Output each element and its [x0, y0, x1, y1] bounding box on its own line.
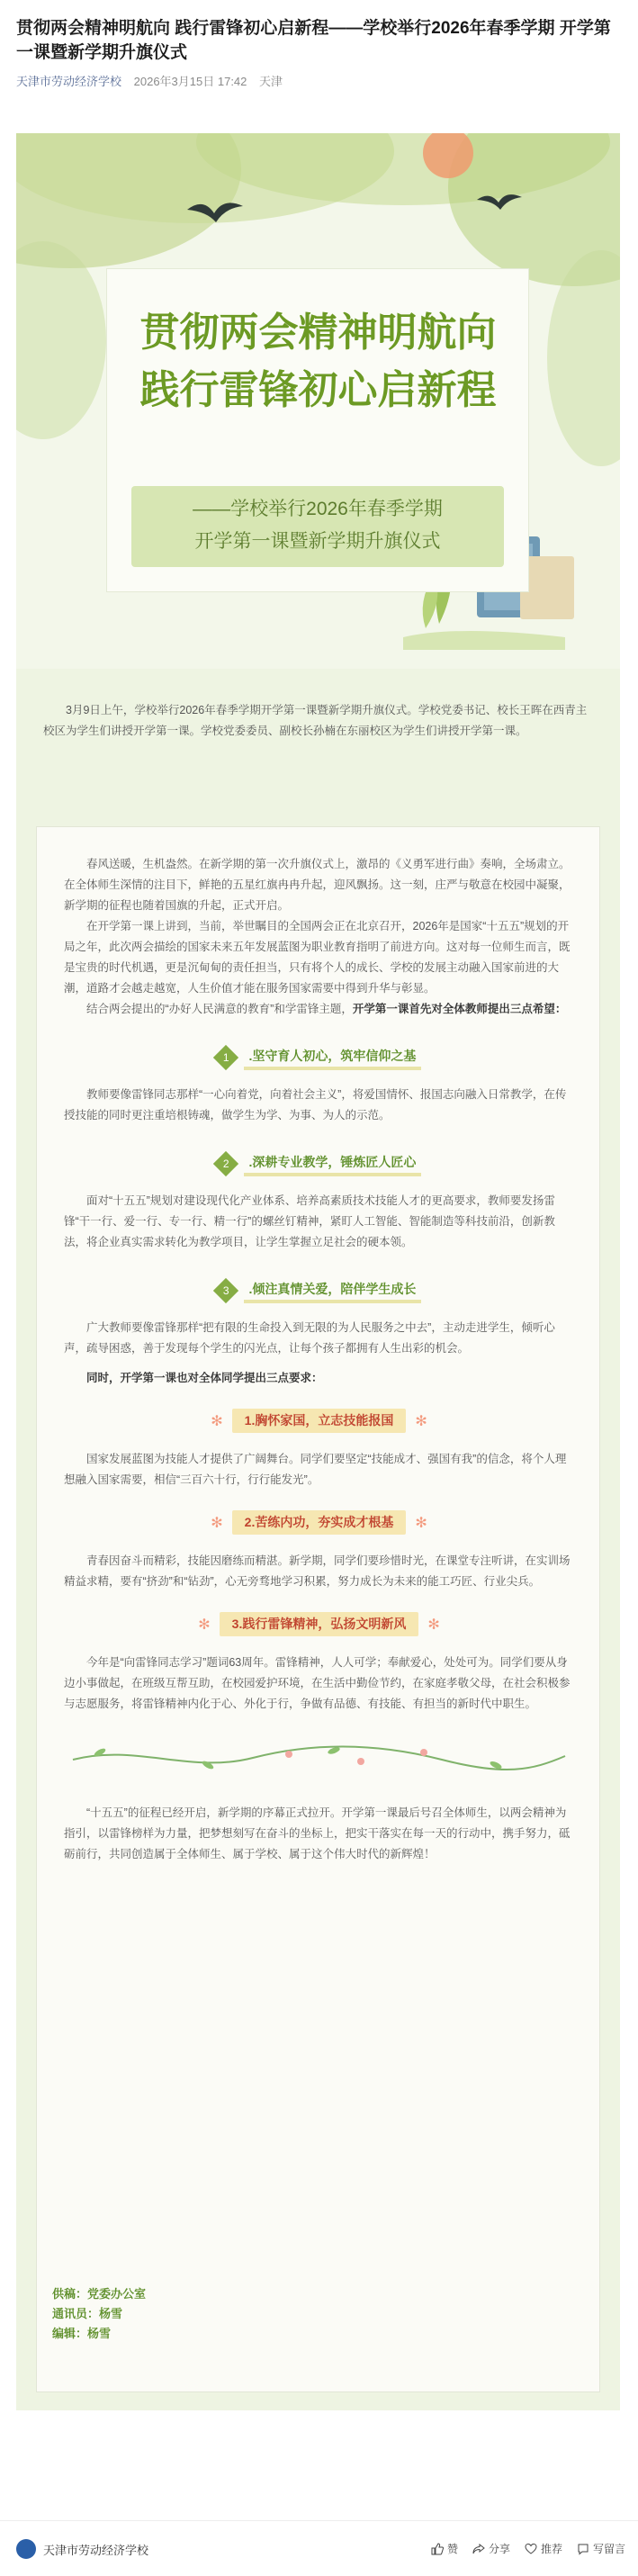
student-point-1-heading: [64, 1409, 574, 1433]
bottom-account[interactable]: [16, 2539, 148, 2559]
paragraph-teacher-hopes: [64, 999, 574, 1020]
student-point-2-text: 青春因奋斗而精彩，技能因磨练而精湛。新学期，同学们要珍惜时光，在课堂专注听讲，在实训场精益求精，要有“挤劲”和“钻劲”，心无旁骛地学习积累，努力成长为未来的能工巧匠、行业尖兵。: [64, 1554, 571, 1588]
student-point-2-heading: [64, 1510, 574, 1535]
credits: [52, 2284, 146, 2344]
credit-editor: 编辑：杨雪: [52, 2327, 112, 2340]
paragraph-two-sessions: 在开学第一课上讲到，当前，举世瞩目的全国两会正在北京召开，2026年是国家“十五五”规划的开局之年，此次两会描绘的国家未来五年发展蓝图为职业教育指明了前进方向。这对每一位师生而言，既是宝贵的时代机遇，更是沉甸甸的责任担当，只有将个人的成长、学校的发展主动融入国家前进的大潮，道路才会越走越宽，人生价值才能在服务国家需要中得到升华与彰显。: [64, 920, 571, 995]
heart-icon: [525, 2543, 537, 2555]
hero-banner: [16, 133, 620, 669]
flower-icon: ✻: [211, 1516, 223, 1532]
poster-main-title: [16, 304, 620, 419]
paragraph-flag-ceremony: 春风送暖，生机盎然。在新学期的第一次升旗仪式上，激昂的《义勇军进行曲》奏响，全场肃立。在全体师生深情的注目下，鲜艳的五星红旗冉冉升起，迎风飘扬。这一刻，庄严与敬意在校园中凝聚，新学期的征程也随着国旗的升起，正式开启。: [64, 858, 571, 912]
teacher-point-2-heading: [64, 1151, 574, 1173]
comment-button[interactable]: [577, 2541, 625, 2556]
flower-icon: ✻: [415, 1516, 427, 1532]
publish-location: 天津: [259, 75, 283, 88]
student-point-3-label: 3.践行雷锋精神，弘扬文明新风: [220, 1612, 419, 1636]
poster-title-line2: 践行雷锋初心启新程: [139, 367, 497, 413]
teacher-point-1-heading: [64, 1045, 574, 1067]
student-point-3-text: 今年是“向雷锋同志学习”题词63周年。雷锋精神，人人可学；奉献爱心，处处可为。同学们要从身边小事做起，在班级互帮互助，在校园爱护环境，在生活中勤俭节约，在家庭孝敬父母，在社会积极参与志愿服务，将雷锋精神内化于心、外化于行，争做有品德、有技能、有担当的新时代中职生。: [64, 1656, 571, 1710]
action-buttons: [431, 2541, 625, 2556]
flower-icon: ✻: [427, 1617, 440, 1634]
intro-paragraph: 3月9日上午，学校举行2026年春季学期开学第一课暨新学期升旗仪式。学校党委书记、校长王晖在西青主校区为学生们讲授开学第一课。学校党委委员、副校长孙楠在东丽校区为学生们讲授开学第一课。: [43, 704, 588, 737]
teacher-point-2-text: 面对“十五五”规划对建设现代化产业体系、培养高素质技术技能人才的更高要求，教师要发扬雷锋“干一行、爱一行、专一行、精一行”的螺丝钉精神，紧盯人工智能、智能制造等科技前沿，创新教法，将企业真实需求转化为教学项目，让学生掌握立足社会的硬本领。: [64, 1194, 555, 1248]
thumb-up-icon: [431, 2543, 444, 2555]
student-point-3-heading: [64, 1612, 574, 1636]
like-label: 赞: [446, 2543, 458, 2555]
article-header: [16, 16, 619, 89]
body-card: [36, 826, 600, 2392]
teacher-point-2-label: .深耕专业教学，锤炼匠人匠心: [244, 1151, 422, 1176]
flower-icon: ✻: [198, 1617, 211, 1634]
closing-paragraph: “十五五”的征程已经开启，新学期的序幕正式拉开。开学第一课最后号召全体师生，以两会精神为指引，以雷锋榜样为力量，把梦想刻写在奋斗的坐标上，把实干落实在每一天的行动中，携手努力，砥砺前行，共同创造属于全体师生、属于学校、属于这个伟大时代的新辉煌！: [64, 1806, 571, 1860]
article-meta: [16, 72, 619, 89]
point-number-badge: 1: [212, 1045, 238, 1070]
comment-icon: [577, 2543, 589, 2555]
point-number-badge: 3: [212, 1278, 238, 1303]
poster-subtitle-line1: ——学校举行2026年春季学期: [193, 499, 443, 519]
share-label: 分享: [488, 2543, 510, 2555]
teacher-point-1-text: 教师要像雷锋同志那样“一心向着党，向着社会主义”，将爱国情怀、报国志向融入日常教学，在传授技能的同时更注重培根铸魂，做学生为学、为事、为人的示范。: [64, 1088, 567, 1121]
article-poster: [16, 133, 620, 2410]
credit-provider: 供稿：党委办公室: [52, 2287, 147, 2301]
account-avatar: [16, 2539, 36, 2559]
teacher-point-3-label: .倾注真情关爱，陪伴学生成长: [244, 1278, 422, 1303]
like-button[interactable]: [431, 2541, 458, 2556]
student-point-2-label: 2.苦练内功，夯实成才根基: [232, 1510, 407, 1535]
vine-divider: [64, 1738, 574, 1774]
vine-divider-icon: [64, 1738, 574, 1774]
account-name-link[interactable]: 天津市劳动经济学校: [16, 75, 122, 88]
student-point-1-text: 国家发展蓝图为技能人才提供了广阔舞台。同学们要坚定“技能成才、强国有我”的信念，将个人理想融入国家需要，相信“三百六十行，行行能发光”。: [64, 1453, 567, 1486]
teacher-hopes-bold: 开学第一课首先对全体教师提出三点希望：: [352, 1003, 567, 1015]
teacher-point-3-text: 广大教师要像雷锋那样“把有限的生命投入到无限的为人民服务之中去”，主动走进学生，倾听心声，疏导困惑，善于发现每个学生的闪光点，让每个孩子都拥有人生出彩的机会。: [64, 1321, 555, 1355]
share-button[interactable]: [472, 2541, 510, 2556]
bottom-account-name: 天津市劳动经济学校: [43, 2543, 149, 2557]
student-point-1-label: 1.胸怀家国，立志技能报国: [232, 1409, 407, 1433]
recommend-button[interactable]: [525, 2541, 562, 2556]
flower-icon: ✻: [415, 1414, 427, 1430]
poster-subtitle-line2: 开学第一课暨新学期升旗仪式: [194, 531, 441, 552]
flower-icon: ✻: [211, 1414, 223, 1430]
teacher-point-1-label: .坚守育人初心，筑牢信仰之基: [244, 1045, 422, 1070]
student-requirements-lead: 同时，开学第一课也对全体同学提出三点要求：: [86, 1372, 323, 1384]
publish-date: 2026年3月15日 17:42: [133, 75, 247, 88]
teacher-hopes-lead: 结合两会提出的“办好人民满意的教育”和学雷锋主题，: [86, 1003, 353, 1015]
share-icon: [472, 2543, 485, 2555]
point-number-badge: 2: [212, 1151, 238, 1176]
comment-label: 写留言: [592, 2543, 625, 2555]
bottom-action-bar: [0, 2520, 638, 2576]
teacher-point-3-heading: [64, 1278, 574, 1300]
article-title: 贯彻两会精神明航向 践行雷锋初心启新程——学校举行2026年春季学期 开学第一课暨新学期升旗仪式: [16, 19, 611, 62]
recommend-label: 推荐: [540, 2543, 562, 2555]
poster-subtitle: [131, 493, 504, 558]
credit-reporter: 通讯员：杨雪: [52, 2307, 123, 2320]
body-content: [64, 854, 574, 1865]
poster-title-line1: 贯彻两会精神明航向: [139, 310, 497, 356]
